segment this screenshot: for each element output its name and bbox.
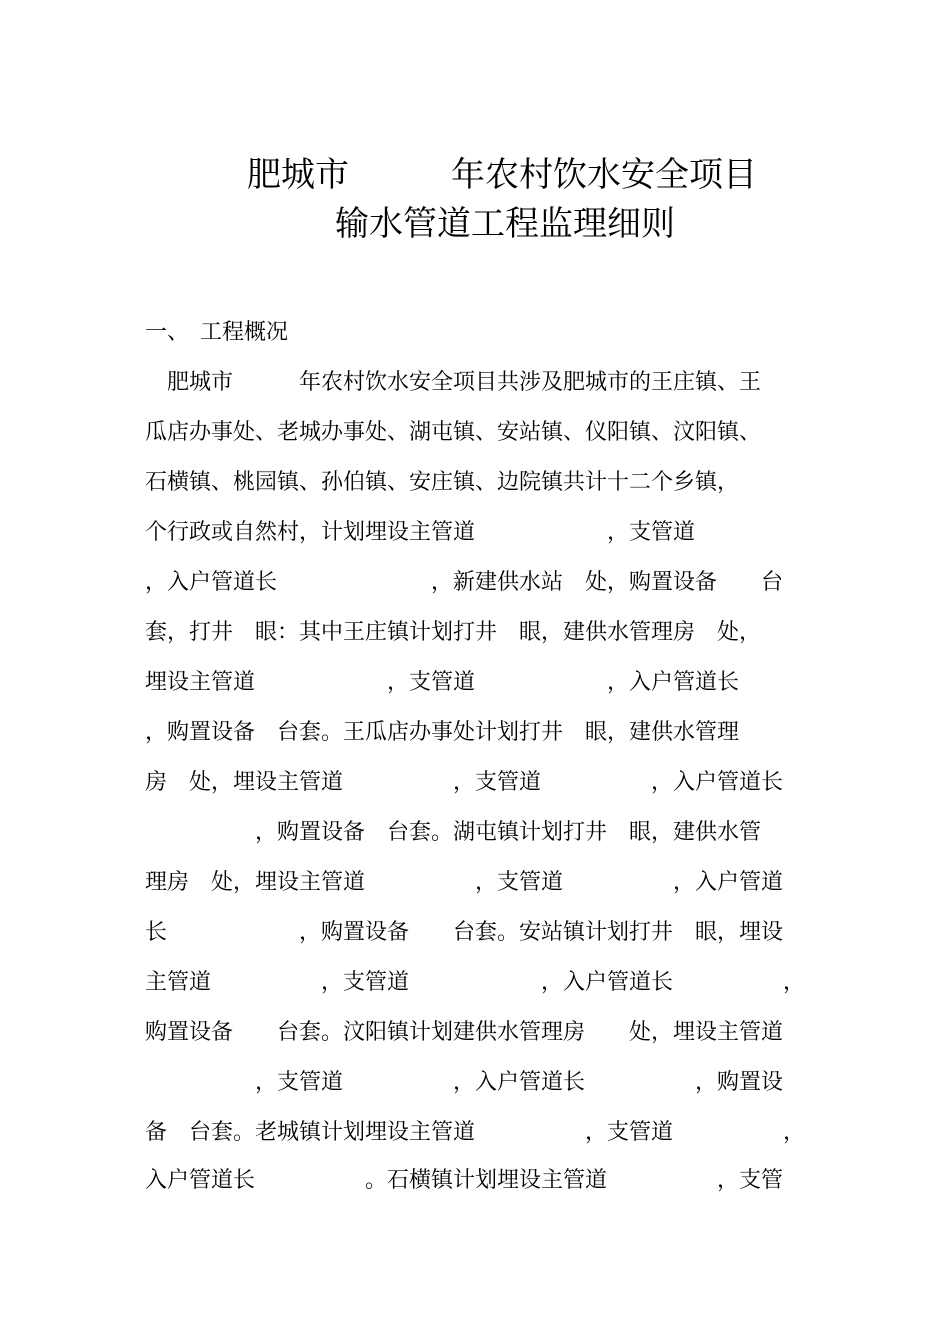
body-line: 石横镇、桃园镇、孙伯镇、安庄镇、边院镇共计十二个乡镇，: [145, 470, 740, 495]
body-line: ，入户管道长 ，新建供水站 处，购置设备 台: [145, 570, 784, 595]
body-line: ，支管道 ，入户管道长 ，购置设: [145, 1070, 784, 1095]
document-title-line2: 输水管道工程监理细则: [335, 204, 675, 244]
body-line: 购置设备 台套。汶阳镇计划建供水管理房 处，埋设主管道: [145, 1020, 784, 1045]
body-line: 入户管道长 。石横镇计划埋设主管道 ，支管: [145, 1168, 784, 1193]
body-line: 套，打井 眼：其中王庄镇计划打井 眼，建供水管理房 处，: [145, 620, 762, 645]
document-title-line1: 肥城市 年农村饮水安全项目: [247, 155, 757, 195]
body-line: 肥城市 年农村饮水安全项目共涉及肥城市的王庄镇、王: [145, 370, 762, 395]
body-line: 埋设主管道 ，支管道 ，入户管道长: [145, 670, 740, 695]
body-line: ，购置设备 台套。湖屯镇计划打井 眼，建供水管: [145, 820, 762, 845]
body-line: 个行政或自然村，计划埋设主管道 ，支管道: [145, 520, 696, 545]
body-line: 主管道 ，支管道 ，入户管道长 ，: [145, 970, 806, 995]
body-line: 瓜店办事处、老城办事处、湖屯镇、安站镇、仪阳镇、汶阳镇、: [145, 420, 762, 445]
body-line: 备 台套。老城镇计划埋设主管道 ，支管道 ，: [145, 1120, 806, 1145]
body-line: 长 ，购置设备 台套。安站镇计划打井 眼，埋设: [145, 920, 784, 945]
section-heading: 一、 工程概况: [145, 320, 289, 345]
body-line: 理房 处，埋设主管道 ，支管道 ，入户管道: [145, 870, 784, 895]
body-line: ，购置设备 台套。王瓜店办事处计划打井 眼，建供水管理: [145, 720, 740, 745]
body-line: 房 处，埋设主管道 ，支管道 ，入户管道长: [145, 770, 784, 795]
